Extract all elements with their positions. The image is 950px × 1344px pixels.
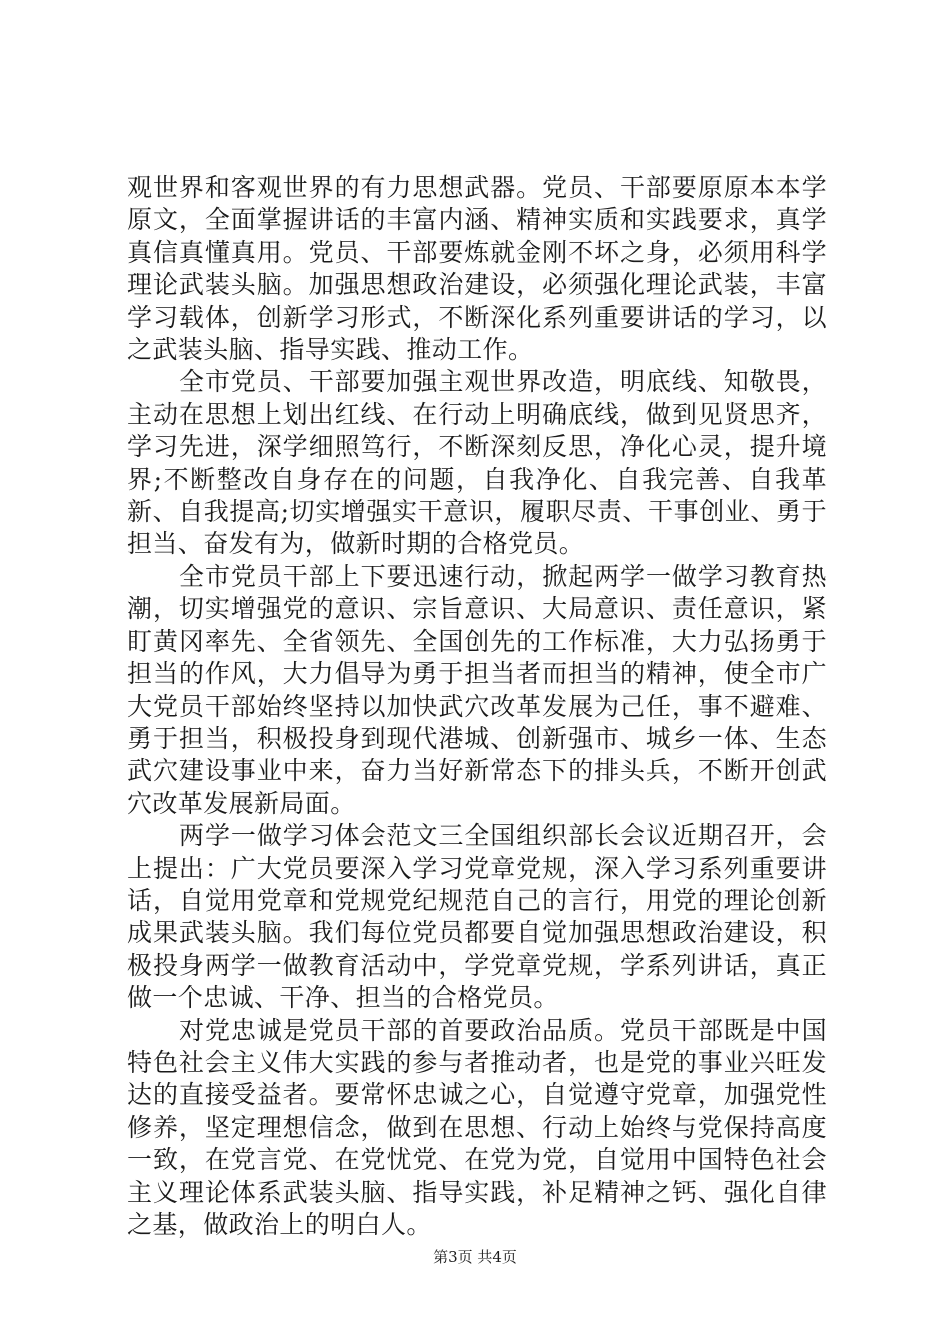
paragraph-3: 全市党员干部上下要迅速行动，掀起两学一做学习教育热潮，切实增强党的意识、宗旨意识、大局意识、责任意识，紧盯黄冈率先、全省领先、全国创先的工作标准，大力弘扬勇于担当的作风，大力倡导为勇于担当者而担当的精神，使全市广大党员干部始终坚持以加快武穴改革发展为己任，事不避难、勇于担当，积极投身到现代港城、创新强市、城乡一体、生态武穴建设事业中来，奋力当好新常态下的排头兵，不断开创武穴改革发展新局面。: [127, 561, 827, 818]
page-number-footer: 第3页 共4页: [433, 1248, 517, 1266]
paragraph-2: 全市党员、干部要加强主观世界改造，明底线、知敬畏，主动在思想上划出红线、在行动上明确底线，做到见贤思齐，学习先进，深学细照笃行，不断深刻反思，净化心灵，提升境界;不断整改自身存在的问题，自我净化、自我完善、自我革新、自我提高;切实增强实干意识，履职尽责、干事创业、勇于担当、奋发有为，做新时期的合格党员。: [127, 367, 827, 559]
paragraph-1: 观世界和客观世界的有力思想武器。党员、干部要原原本本学原文，全面掌握讲话的丰富内涵、精神实质和实践要求，真学真信真懂真用。党员、干部要炼就金刚不坏之身，必须用科学理论武装头脑。加强思想政治建设，必须强化理论武装，丰富学习载体，创新学习形式，不断深化系列重要讲话的学习，以之武装头脑、指导实践、推动工作。: [127, 173, 827, 365]
document-body: [127, 172, 827, 1241]
paragraph-5: 对党忠诚是党员干部的首要政治品质。党员干部既是中国特色社会主义伟大实践的参与者推动者，也是党的事业兴旺发达的直接受益者。要常怀忠诚之心，自觉遵守党章，加强党性修养，坚定理想信念，做到在思想、行动上始终与党保持高度一致，在党言党、在党忧党、在党为党，自觉用中国特色社会主义理论体系武装头脑、指导实践，补足精神之钙、强化自律之基，做政治上的明白人。: [127, 1015, 827, 1239]
paragraph-4: 两学一做学习体会范文三全国组织部长会议近期召开，会上提出：广大党员要深入学习党章党规，深入学习系列重要讲话，自觉用党章和党规党纪规范自己的言行，用党的理论创新成果武装头脑。我们每位党员都要自觉加强思想政治建设，积极投身两学一做教育活动中，学党章党规，学系列讲话，真正做一个忠诚、干净、担当的合格党员。: [127, 821, 827, 1013]
